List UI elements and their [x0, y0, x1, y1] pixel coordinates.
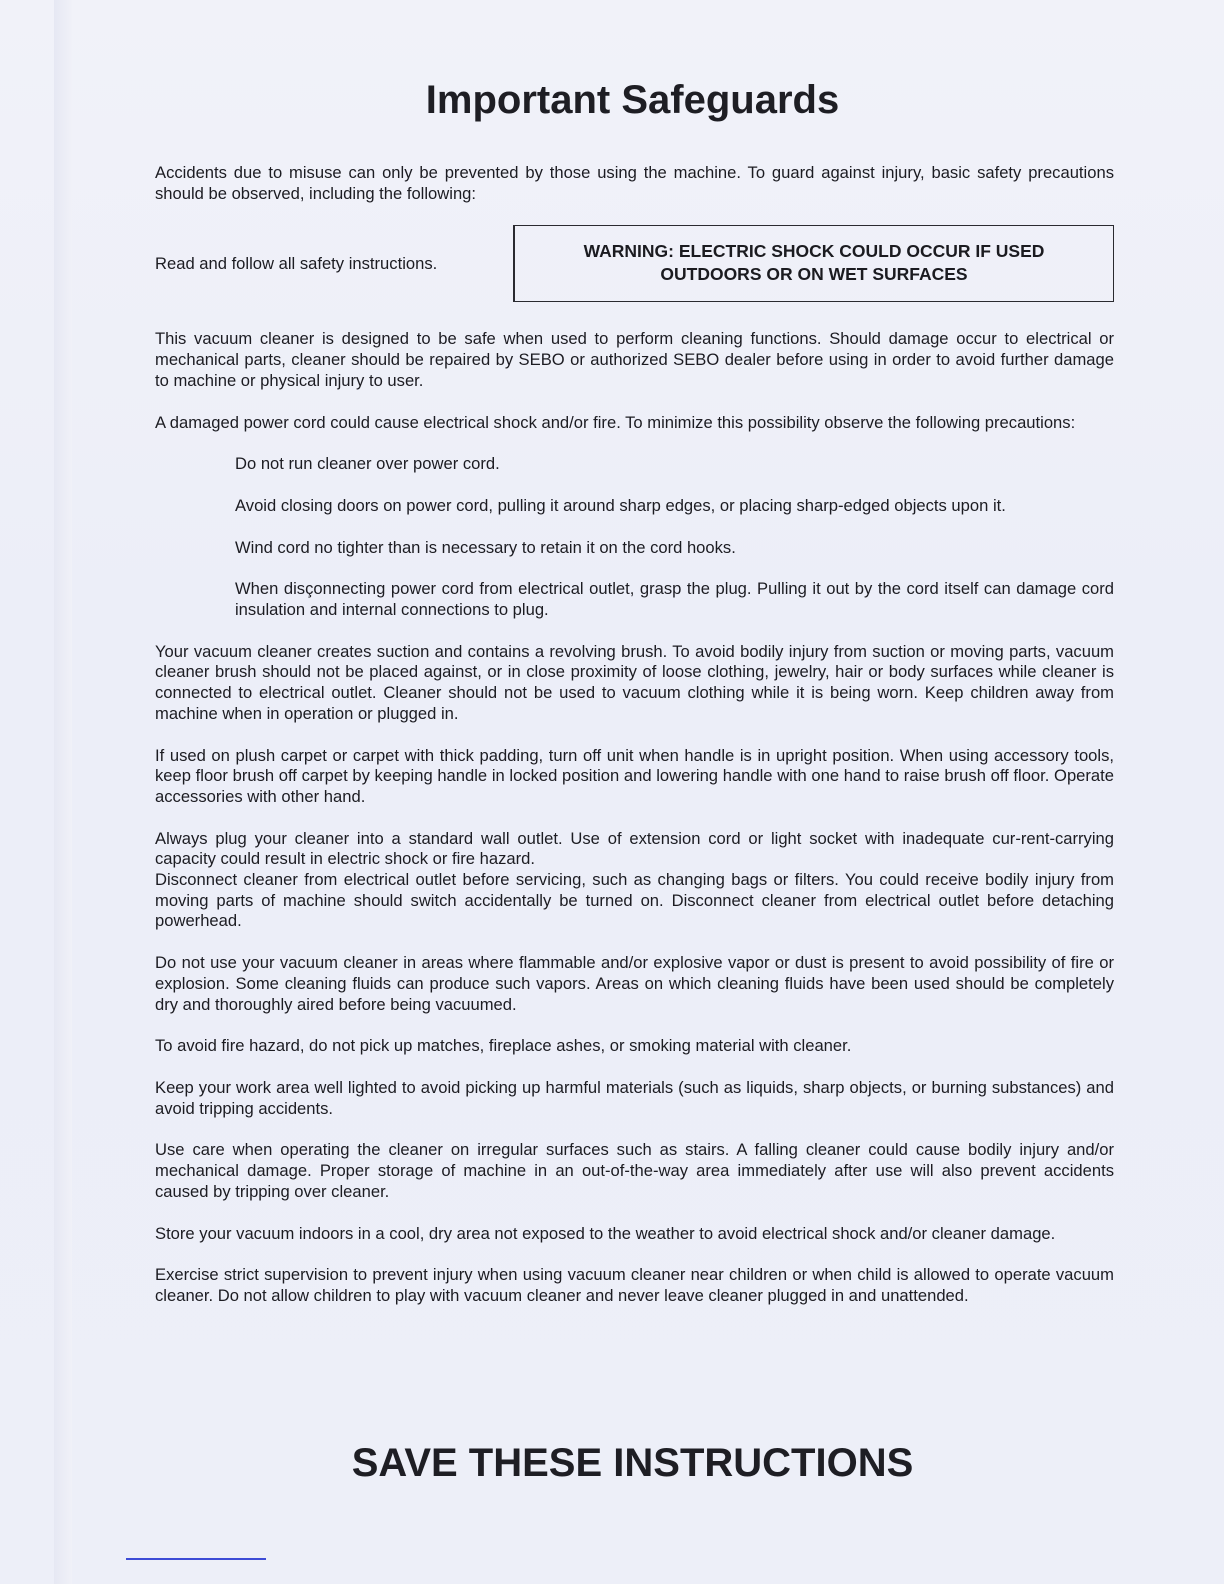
warning-text [521, 240, 1107, 286]
flammable-paragraph: Do not use your vacuum cleaner in areas where flammable and/or explosive vapor or dust is present to avoid possibility of fire or explosion. Some cleaning fluids can produce such vapors. Areas on which cleaning fluids have been used should be completely dry and thoroughly aired before being vacuumed. [155, 953, 1114, 1014]
page-bottom-rule [126, 1558, 266, 1560]
cord-item: Do not run cleaner over power cord. [235, 454, 500, 474]
cord-item: When disçonnecting power cord from electrical outlet, grasp the plug. Pulling it out by the cord itself can damage cord insulation and internal connections to plug. [235, 579, 1114, 620]
save-instructions-footer: SAVE THESE INSTRUCTIONS [351, 1441, 914, 1485]
page-left-edge [54, 0, 72, 1584]
cord-item: Wind cord no tighter than is necessary to retain it on the cord hooks. [235, 537, 736, 557]
warning-row [155, 225, 1114, 304]
page-title: Important Safeguards [425, 78, 840, 122]
document-body [155, 163, 1114, 1328]
suction-paragraph: Your vacuum cleaner creates suction and contains a revolving brush. To avoid bodily injury from suction or moving parts, vacuum cleaner brush should not be placed against, or in close proximity of loose clothing, jewelry, hair or body surfaces while cleaner is connected to electrical outlet. Cleaner should not be used to vacuum clothing while it is being worn. Keep children away from machine when in operation or plugged in. [155, 641, 1114, 723]
cord-item: Avoid closing doors on power cord, pulling it around sharp edges, or placing sharp-edged objects upon it. [235, 495, 1006, 515]
warning-box [513, 225, 1114, 302]
cord-paragraph: A damaged power cord could cause electrical shock and/or fire. To minimize this possibility observe the following precautions: [155, 412, 1076, 432]
store-paragraph: Store your vacuum indoors in a cool, dry area not exposed to the weather to avoid electrical shock and/or cleaner damage. [155, 1223, 1056, 1243]
warning-line-1: WARNING: ELECTRIC SHOCK COULD OCCUR IF USED [583, 241, 1045, 262]
plush-paragraph: If used on plush carpet or carpet with thick padding, turn off unit when handle is in upright position. When using accessory tools, keep floor brush off carpet by keeping handle in locked position and lowering handle with one hand to raise brush off floor. Operate accessories with other hand. [155, 745, 1114, 806]
fire-paragraph: To avoid fire hazard, do not pick up matches, fireplace ashes, or smoking material with cleaner. [155, 1036, 852, 1056]
lighted-paragraph: Keep your work area well lighted to avoid picking up harmful materials (such as liquids, sharp objects, or burning substances) and avoid tripping accidents. [155, 1077, 1114, 1118]
plug-paragraph: Always plug your cleaner into a standard wall outlet. Use of extension cord or light socket with inadequate cur-rent-carrying capacity could result in electric shock or fire hazard. [155, 828, 1114, 869]
supervision-paragraph: Exercise strict supervision to prevent injury when using vacuum cleaner near children or when child is allowed to operate vacuum cleaner. Do not allow children to play with vacuum cleaner and never leave cleaner plugged in and unattended. [155, 1265, 1114, 1305]
disconnect-paragraph: Disconnect cleaner from electrical outlet before servicing, such as changing bags or filters. You could receive bodily injury from moving parts of machine should switch accidentally be turned on. Disconnect cleaner from electrical outlet before detaching powerhead. [155, 870, 1114, 931]
read-follow-text: Read and follow all safety instructions. [155, 254, 438, 274]
warning-line-2: OUTDOORS OR ON WET SURFACES [660, 264, 968, 285]
intro-paragraph: Accidents due to misuse can only be prevented by those using the machine. To guard against injury, basic safety precautions should be observed, including the following: [155, 163, 1114, 203]
stairs-paragraph: Use care when operating the cleaner on irregular surfaces such as stairs. A falling cleaner could cause bodily injury and/or mechanical damage. Proper storage of machine in an out-of-the-way area immediately after use will also prevent accidents caused by tripping over cleaner. [155, 1140, 1114, 1201]
design-paragraph: This vacuum cleaner is designed to be safe when used to perform cleaning functions. Should damage occur to electrical or mechanical parts, cleaner should be repaired by SEBO or authorized SEBO dealer before using in order to avoid further damage to machine or physical injury to user. [155, 329, 1114, 390]
